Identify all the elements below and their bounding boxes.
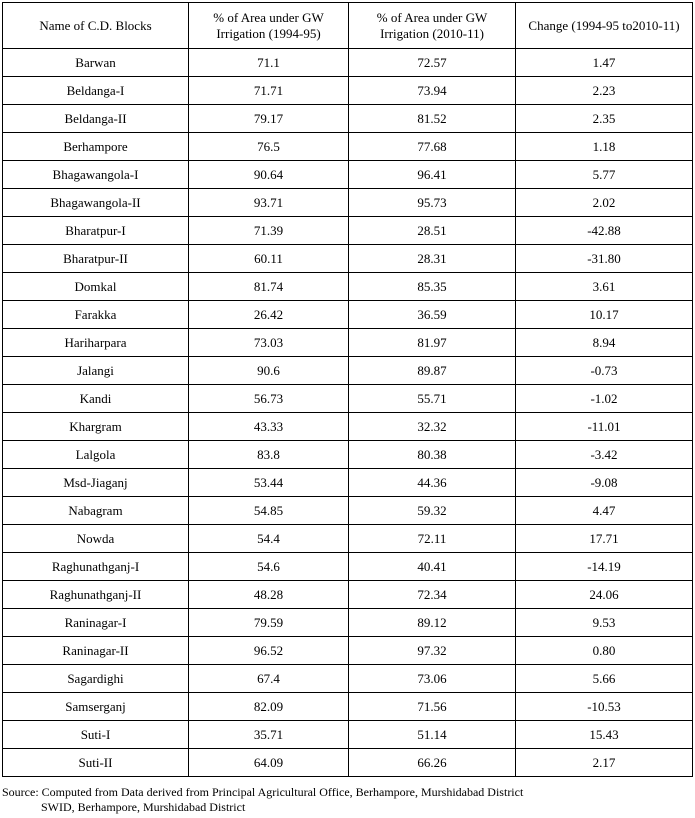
cell-block-name: Farakka [3,301,189,329]
cell-change: -14.19 [516,553,693,581]
cell-change: 8.94 [516,329,693,357]
cell-block-name: Bharatpur-II [3,245,189,273]
cell-change: 15.43 [516,721,693,749]
cell-change: -3.42 [516,441,693,469]
cell-gw-1994-95: 60.11 [189,245,349,273]
table-row [3,525,693,553]
cell-change: 17.71 [516,525,693,553]
cell-gw-1994-95: 90.64 [189,161,349,189]
cell-change: -42.88 [516,217,693,245]
cell-change: 24.06 [516,581,693,609]
table-row [3,329,693,357]
table-row [3,217,693,245]
cell-change: -0.73 [516,357,693,385]
cell-gw-1994-95: 64.09 [189,749,349,777]
cell-gw-1994-95: 67.4 [189,665,349,693]
table-row [3,749,693,777]
table-row [3,553,693,581]
header-gw-2010-11: % of Area under GW Irrigation (2010-11) [349,3,516,49]
cell-change: 4.47 [516,497,693,525]
source-line-2: SWID, Berhampore, Murshidabad District [41,800,246,814]
cell-block-name: Suti-II [3,749,189,777]
cell-gw-2010-11: 96.41 [349,161,516,189]
cell-gw-1994-95: 35.71 [189,721,349,749]
cell-change: 1.47 [516,49,693,77]
cell-gw-1994-95: 73.03 [189,329,349,357]
cell-gw-2010-11: 32.32 [349,413,516,441]
table-row [3,637,693,665]
header-gw-1994-95: % of Area under GW Irrigation (1994-95) [189,3,349,49]
cell-gw-1994-95: 56.73 [189,385,349,413]
header-row [3,3,693,49]
cell-change: -10.53 [516,693,693,721]
table-row [3,245,693,273]
cell-gw-2010-11: 89.87 [349,357,516,385]
cell-block-name: Domkal [3,273,189,301]
cell-gw-1994-95: 71.1 [189,49,349,77]
table-row [3,581,693,609]
table-row [3,469,693,497]
cell-gw-1994-95: 81.74 [189,273,349,301]
cell-gw-2010-11: 40.41 [349,553,516,581]
cell-block-name: Raghunathganj-II [3,581,189,609]
cell-gw-2010-11: 81.97 [349,329,516,357]
table-row [3,133,693,161]
cell-gw-1994-95: 79.17 [189,105,349,133]
cell-block-name: Bharatpur-I [3,217,189,245]
cell-gw-1994-95: 79.59 [189,609,349,637]
cell-change: 2.23 [516,77,693,105]
cell-gw-2010-11: 77.68 [349,133,516,161]
cell-change: 5.77 [516,161,693,189]
source-note [2,785,692,815]
cell-gw-2010-11: 81.52 [349,105,516,133]
cell-gw-1994-95: 43.33 [189,413,349,441]
cell-gw-2010-11: 72.11 [349,525,516,553]
cell-gw-2010-11: 28.51 [349,217,516,245]
cell-block-name: Berhampore [3,133,189,161]
cell-gw-2010-11: 28.31 [349,245,516,273]
table-body [3,49,693,777]
cell-gw-1994-95: 54.85 [189,497,349,525]
cell-gw-2010-11: 36.59 [349,301,516,329]
cell-gw-2010-11: 89.12 [349,609,516,637]
cell-block-name: Raninagar-II [3,637,189,665]
cell-gw-2010-11: 85.35 [349,273,516,301]
cell-gw-1994-95: 82.09 [189,693,349,721]
cell-change: 3.61 [516,273,693,301]
cell-gw-1994-95: 53.44 [189,469,349,497]
table-row [3,77,693,105]
cell-gw-2010-11: 73.94 [349,77,516,105]
cell-block-name: Nabagram [3,497,189,525]
cell-gw-1994-95: 48.28 [189,581,349,609]
cell-change: -11.01 [516,413,693,441]
header-block-name: Name of C.D. Blocks [3,3,189,49]
cell-gw-2010-11: 59.32 [349,497,516,525]
cell-gw-2010-11: 55.71 [349,385,516,413]
cell-gw-1994-95: 71.71 [189,77,349,105]
table-row [3,357,693,385]
table-header [3,3,693,49]
cell-gw-1994-95: 90.6 [189,357,349,385]
irrigation-table [2,2,693,777]
cell-gw-2010-11: 72.57 [349,49,516,77]
table-row [3,189,693,217]
cell-change: -9.08 [516,469,693,497]
cell-block-name: Beldanga-I [3,77,189,105]
cell-gw-2010-11: 73.06 [349,665,516,693]
cell-block-name: Bhagawangola-II [3,189,189,217]
cell-gw-2010-11: 51.14 [349,721,516,749]
cell-gw-1994-95: 93.71 [189,189,349,217]
cell-block-name: Nowda [3,525,189,553]
cell-block-name: Raninagar-I [3,609,189,637]
cell-gw-1994-95: 54.6 [189,553,349,581]
cell-gw-2010-11: 72.34 [349,581,516,609]
cell-gw-2010-11: 66.26 [349,749,516,777]
table-row [3,693,693,721]
cell-block-name: Suti-I [3,721,189,749]
cell-block-name: Lalgola [3,441,189,469]
cell-change: -1.02 [516,385,693,413]
cell-block-name: Jalangi [3,357,189,385]
cell-gw-2010-11: 97.32 [349,637,516,665]
cell-change: 5.66 [516,665,693,693]
table-row [3,161,693,189]
table-row [3,441,693,469]
cell-block-name: Khargram [3,413,189,441]
cell-block-name: Kandi [3,385,189,413]
header-change: Change (1994-95 to2010-11) [516,3,693,49]
cell-block-name: Msd-Jiaganj [3,469,189,497]
cell-gw-2010-11: 95.73 [349,189,516,217]
cell-gw-2010-11: 71.56 [349,693,516,721]
cell-change: -31.80 [516,245,693,273]
table-row [3,721,693,749]
cell-change: 2.17 [516,749,693,777]
cell-gw-1994-95: 83.8 [189,441,349,469]
cell-gw-1994-95: 96.52 [189,637,349,665]
cell-gw-2010-11: 44.36 [349,469,516,497]
cell-block-name: Hariharpara [3,329,189,357]
table-row [3,609,693,637]
table-row [3,497,693,525]
source-line-1: Source: Computed from Data derived from Principal Agricultural Office, Berhampore, Murshidabad District [2,785,524,799]
cell-block-name: Bhagawangola-I [3,161,189,189]
document [2,2,692,815]
cell-change: 2.02 [516,189,693,217]
table-row [3,665,693,693]
cell-change: 2.35 [516,105,693,133]
cell-block-name: Barwan [3,49,189,77]
table-row [3,105,693,133]
table-row [3,413,693,441]
cell-block-name: Raghunathganj-I [3,553,189,581]
cell-gw-1994-95: 71.39 [189,217,349,245]
cell-gw-2010-11: 80.38 [349,441,516,469]
cell-change: 9.53 [516,609,693,637]
cell-gw-1994-95: 76.5 [189,133,349,161]
cell-change: 1.18 [516,133,693,161]
cell-gw-1994-95: 54.4 [189,525,349,553]
cell-block-name: Beldanga-II [3,105,189,133]
cell-gw-1994-95: 26.42 [189,301,349,329]
table-row [3,301,693,329]
table-row [3,273,693,301]
table-row [3,385,693,413]
cell-change: 0.80 [516,637,693,665]
table-row [3,49,693,77]
cell-change: 10.17 [516,301,693,329]
cell-block-name: Sagardighi [3,665,189,693]
cell-block-name: Samserganj [3,693,189,721]
